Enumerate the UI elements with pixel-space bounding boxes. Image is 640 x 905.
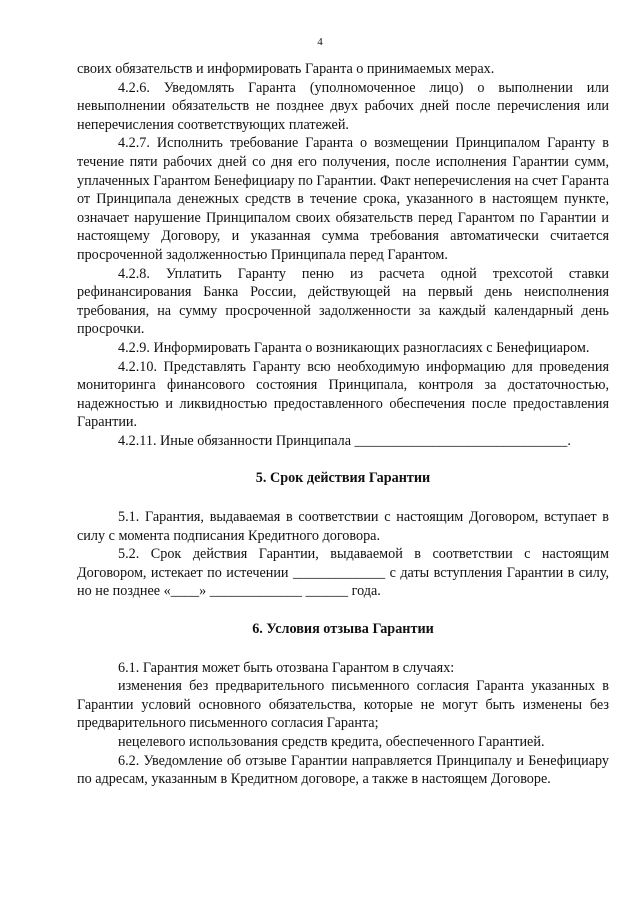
section-5-term <box>77 508 609 601</box>
paragraph-p1: 4.2.6. Уведомлять Гаранта (уполномоченное лицо) о выполнении или невыполнении обязательств не позднее двух рабочих дней после перечисления или неперечисления соответствующих платежей. <box>77 79 609 133</box>
paragraph-p6: 4.2.11. Иные обязанности Принципала ______________________________. <box>118 432 571 449</box>
paragraph-p5: 4.2.10. Представлять Гаранту всю необходимую информацию для проведения мониторинга финансового состояния Принципала, контроля за достаточностью, надежностью и ликвидностью предоставленного обеспечения после предоставления Гарантии. <box>77 358 609 431</box>
page-number: 4 <box>317 36 323 48</box>
paragraph-p12: 6.2. Уведомление об отзыве Гарантии направляется Принципалу и Бенефициару по адресам, указанным в Кредитном договоре, а также в настоящем Договоре. <box>77 752 609 788</box>
paragraph-p10: изменения без предварительного письменного согласия Гаранта указанных в Гарантии условий основного обязательства, которые не могут быть изменены без предварительного письменного согласия Гаранта; <box>77 678 609 732</box>
paragraph-p11: нецелевого использования средств кредита, обеспеченного Гарантией. <box>118 734 545 750</box>
document-body <box>77 60 609 789</box>
section-heading-6: 6. Условия отзыва Гарантии <box>252 621 434 638</box>
section-6-revocation <box>77 659 609 789</box>
paragraph-p7: 5.1. Гарантия, выдаваемая в соответствии с настоящим Договором, вступает в силу с момента подписания Кредитного договора. <box>77 509 609 544</box>
section-4-obligations <box>77 60 609 450</box>
paragraph-p2: 4.2.7. Исполнить требование Гаранта о возмещении Принципалом Гаранту в течение пяти рабочих дней со дня его получения, после исполнения Гарантии сумм, уплаченных Гарантом Бенефициару по Гарантии. Факт неперечисления на счет Гаранта от Принципала денежных средств в течение срока, указанного в настоящем пункте, означает нарушение Принципалом своих обязательств перед Гарантом по Гарантии и настоящему Договору, и указанная сумма требования автоматически считается просроченной задолженностью Принципала перед Гарантом. <box>77 135 609 263</box>
paragraph-p0: своих обязательств и информировать Гаранта о принимаемых мерах. <box>77 61 495 77</box>
paragraph-p8: 5.2. Срок действия Гарантии, выдаваемой в соответствии с настоящим Договором, истекает по истечении _____________ с даты вступления Гарантии в силу, но не позднее «____» _____________ ______ года. <box>77 546 609 600</box>
section-heading-5: 5. Срок действия Гарантии <box>255 470 431 487</box>
paragraph-p9: 6.1. Гарантия может быть отозвана Гарантом в случаях: <box>118 659 455 676</box>
paragraph-p3: 4.2.8. Уплатить Гаранту пеню из расчета одной трехсотой ставки рефинансирования Банка России, действующей на первый день неисполнения требования, на сумму просроченной задолженности за каждый календарный день просрочки. <box>77 265 609 338</box>
paragraph-p4: 4.2.9. Информировать Гаранта о возникающих разногласиях с Бенефициаром. <box>118 339 590 356</box>
